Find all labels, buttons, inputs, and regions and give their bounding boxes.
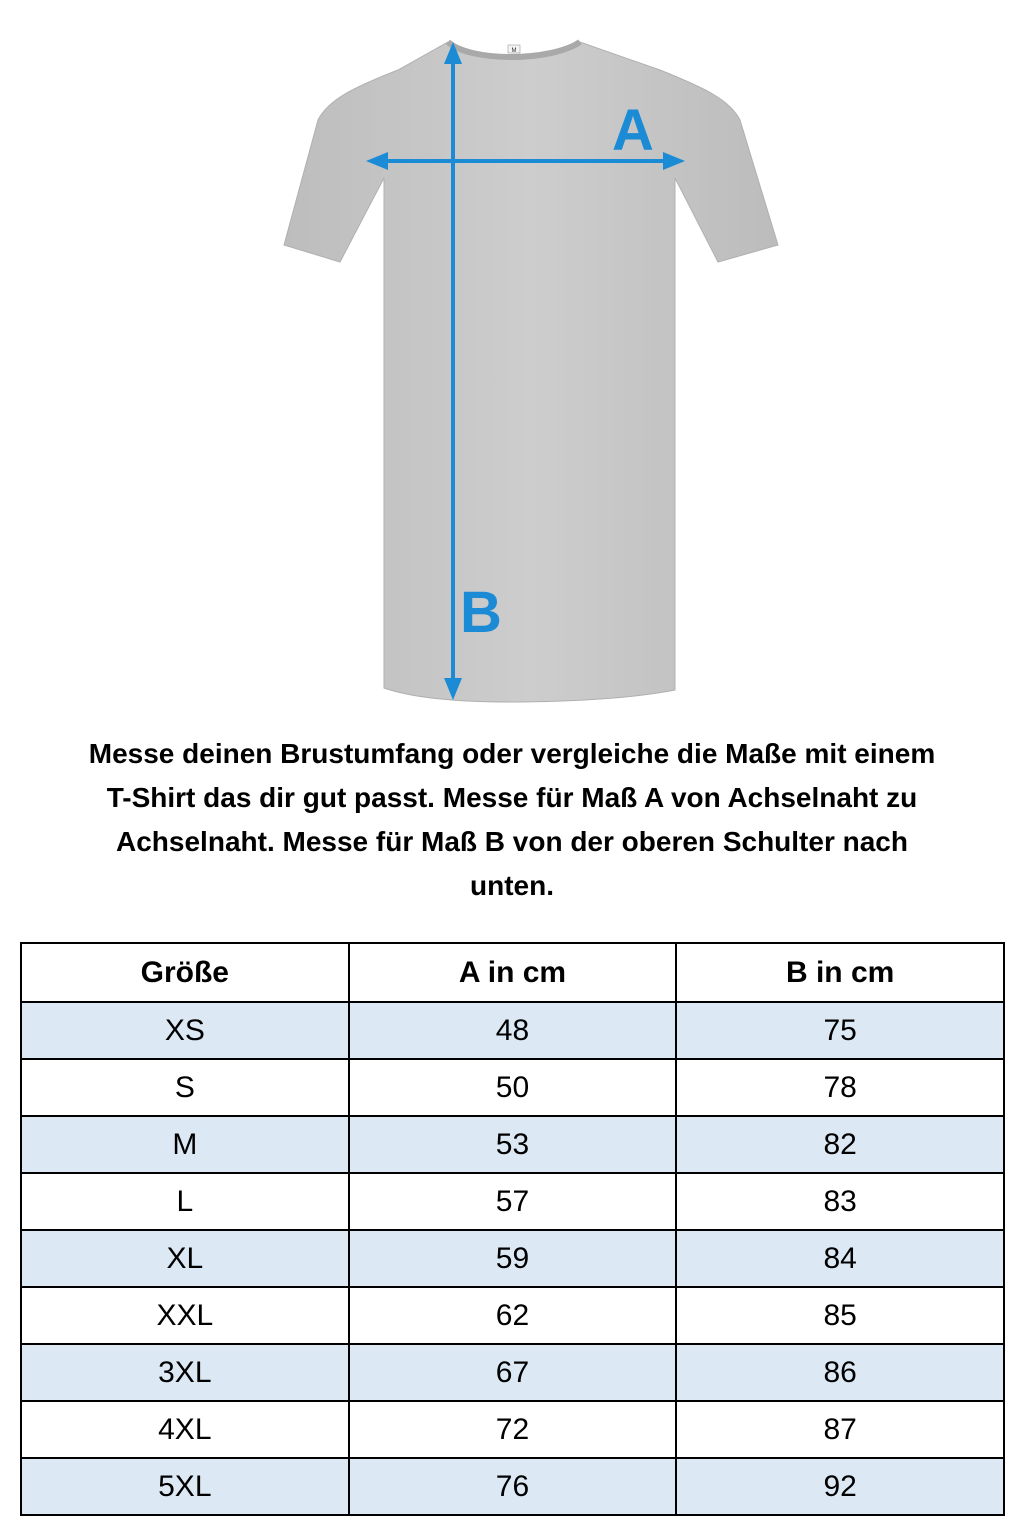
tshirt-measurement-diagram [0, 0, 1024, 720]
cell-size: 5XL [21, 1458, 349, 1515]
cell-a: 50 [349, 1059, 677, 1116]
cell-size: XL [21, 1230, 349, 1287]
cell-b: 92 [676, 1458, 1004, 1515]
table-row [21, 1401, 1004, 1458]
label-b: B [460, 580, 502, 645]
header-a-cm: A in cm [349, 943, 677, 1002]
cell-a: 59 [349, 1230, 677, 1287]
label-a: A [612, 98, 654, 163]
instructions-line: T-Shirt das dir gut passt. Messe für Maß A von Achselnaht zu [106, 782, 918, 813]
table-row [21, 1344, 1004, 1401]
cell-b: 83 [676, 1173, 1004, 1230]
measurement-instructions [30, 732, 994, 908]
cell-size: M [21, 1116, 349, 1173]
table-header-row [21, 943, 1004, 1002]
header-size: Größe [21, 943, 349, 1002]
cell-size: 3XL [21, 1344, 349, 1401]
cell-a: 72 [349, 1401, 677, 1458]
cell-a: 76 [349, 1458, 677, 1515]
instructions-line: Achselnaht. Messe für Maß B von der oberen Schulter nach [116, 826, 908, 857]
cell-size: XS [21, 1002, 349, 1059]
cell-size: XXL [21, 1287, 349, 1344]
cell-size: 4XL [21, 1401, 349, 1458]
cell-b: 82 [676, 1116, 1004, 1173]
table-row [21, 1173, 1004, 1230]
neck-tag-text: M [511, 48, 517, 54]
cell-b: 86 [676, 1344, 1004, 1401]
cell-a: 48 [349, 1002, 677, 1059]
header-b-cm: B in cm [676, 943, 1004, 1002]
instructions-line: Messe deinen Brustumfang oder vergleiche die Maße mit einem [88, 738, 936, 769]
table-row [21, 1002, 1004, 1059]
table-row [21, 1230, 1004, 1287]
table-row [21, 1116, 1004, 1173]
cell-b: 84 [676, 1230, 1004, 1287]
size-chart-table [20, 942, 1005, 1516]
cell-b: 75 [676, 1002, 1004, 1059]
table-row [21, 1287, 1004, 1344]
cell-a: 67 [349, 1344, 677, 1401]
table-row [21, 1059, 1004, 1116]
cell-b: 87 [676, 1401, 1004, 1458]
cell-b: 78 [676, 1059, 1004, 1116]
cell-a: 62 [349, 1287, 677, 1344]
cell-a: 57 [349, 1173, 677, 1230]
tshirt-image [284, 42, 778, 702]
instructions-line: unten. [470, 870, 554, 901]
cell-size: S [21, 1059, 349, 1116]
cell-size: L [21, 1173, 349, 1230]
cell-a: 53 [349, 1116, 677, 1173]
cell-b: 85 [676, 1287, 1004, 1344]
table-row [21, 1458, 1004, 1515]
